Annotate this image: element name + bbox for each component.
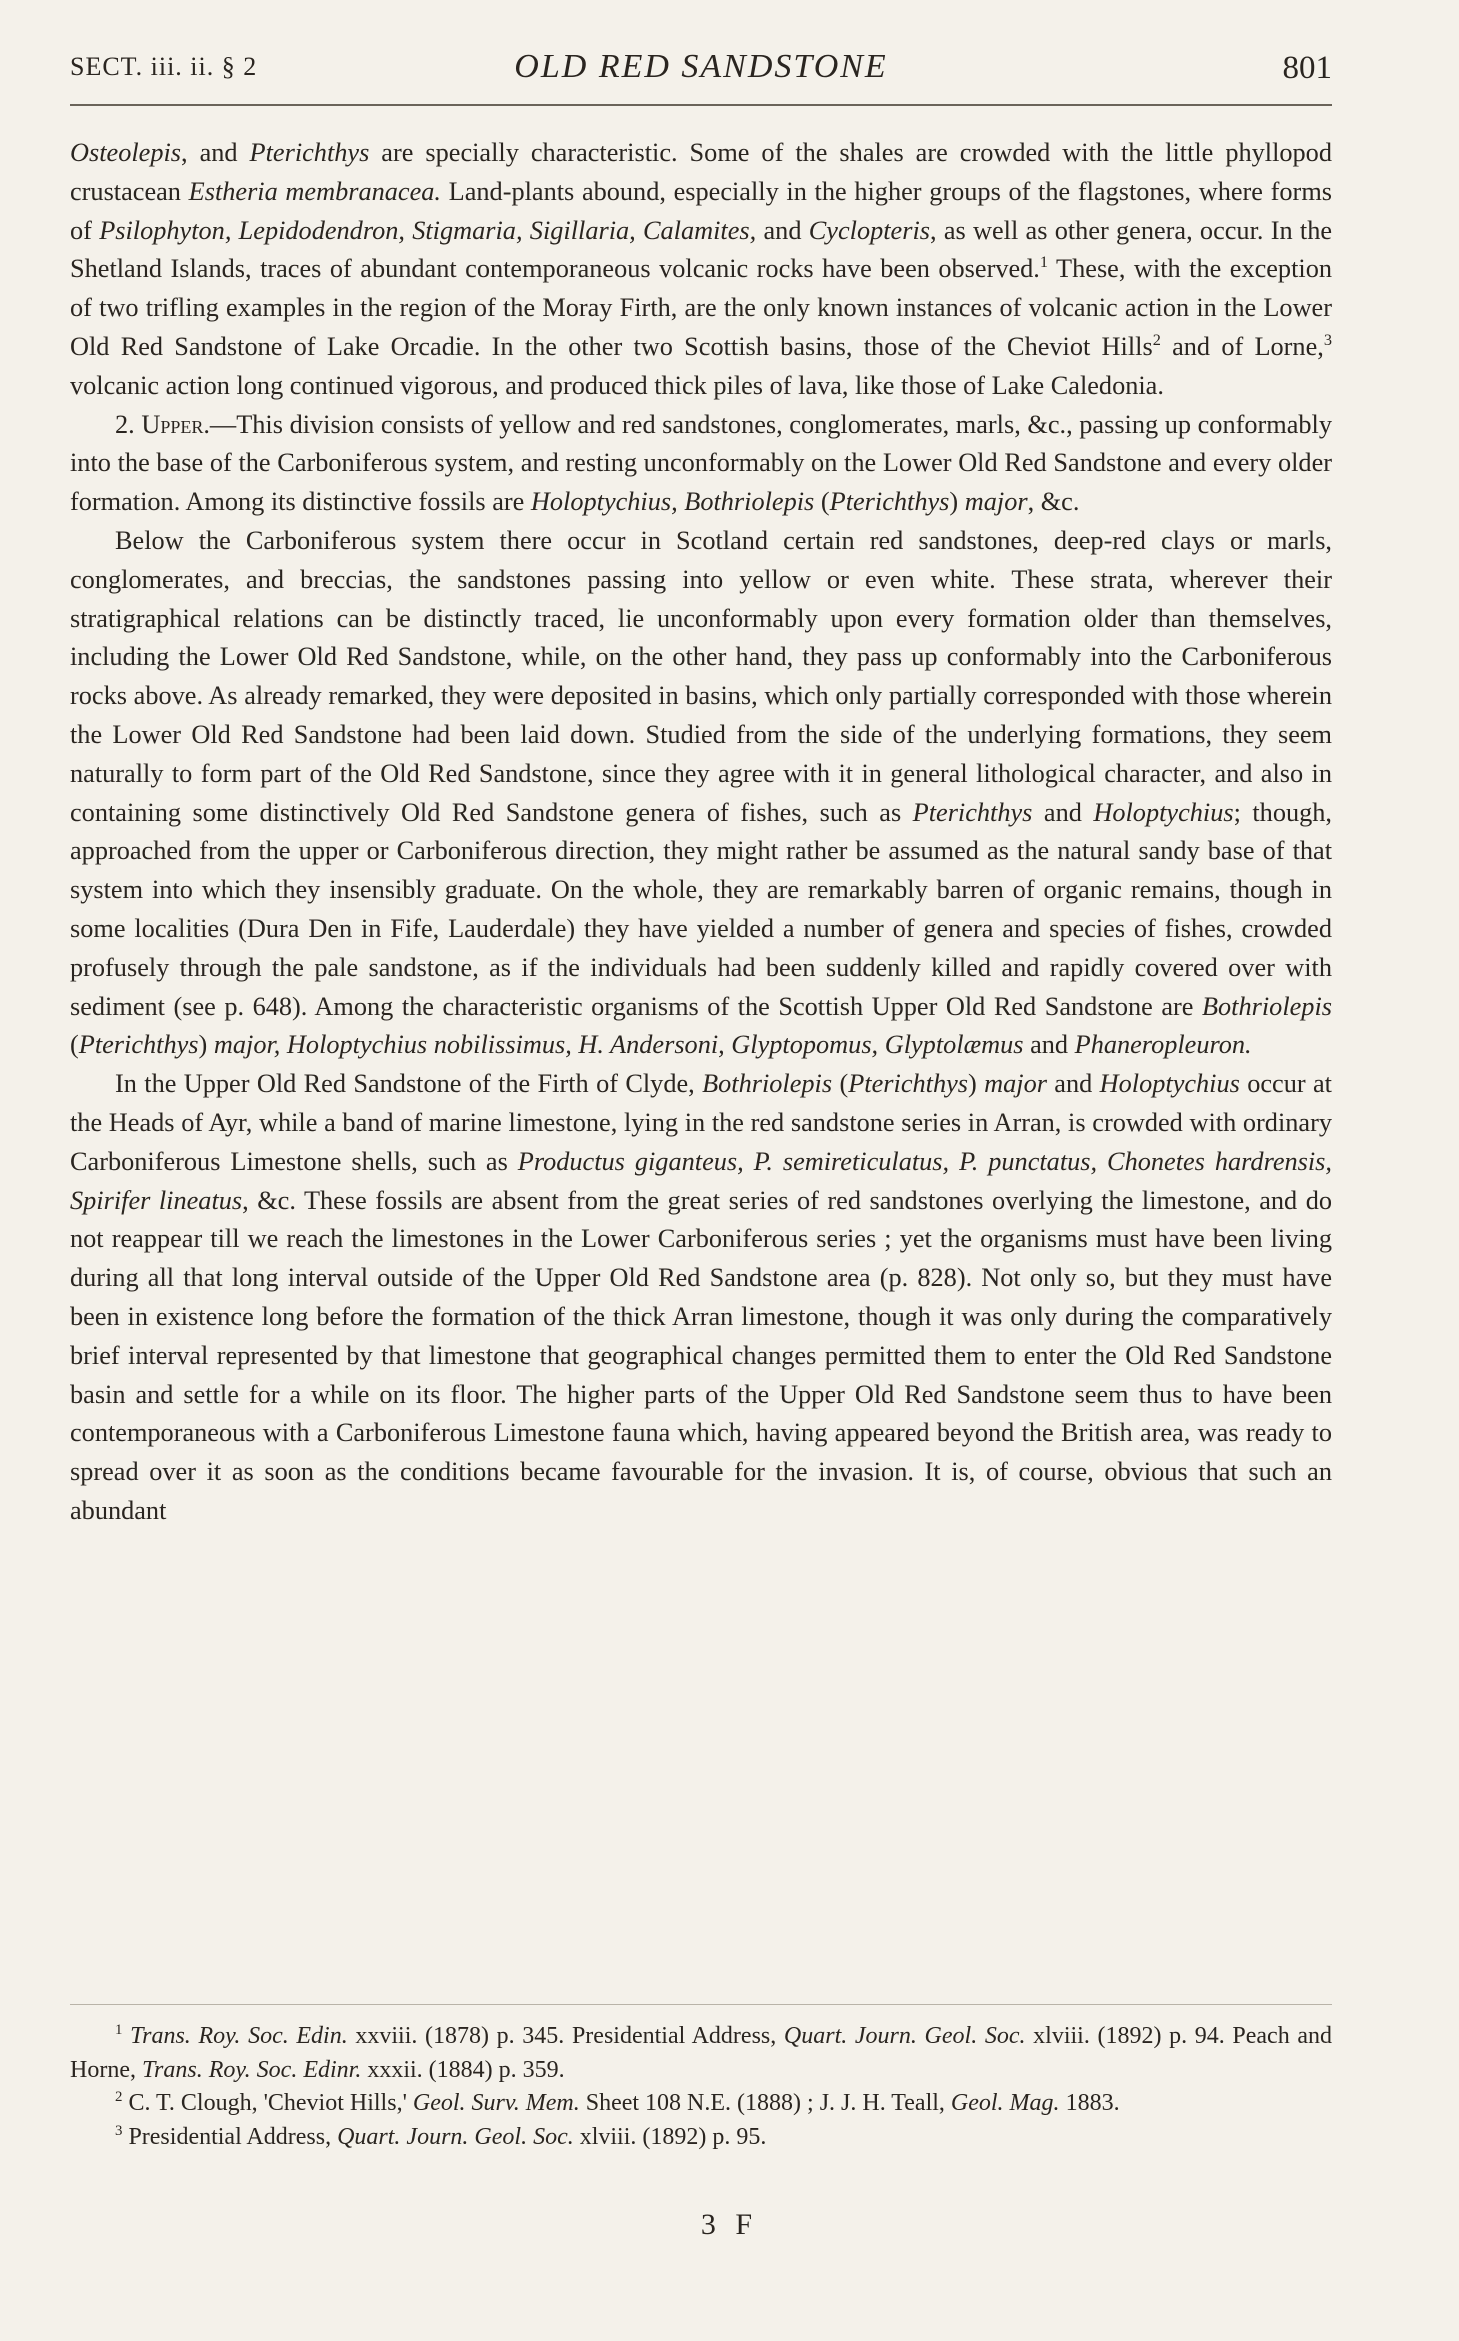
section-reference: SECT. iii. ii. § 2 — [70, 52, 258, 81]
running-header — [70, 44, 1332, 98]
text-run: , &c. — [1027, 487, 1080, 517]
page-number: 801 — [1282, 50, 1332, 86]
text-run: ) — [949, 487, 965, 517]
footnote-marker: 3 — [115, 2122, 123, 2139]
text-run: , &c. These fossils are absent from the great series of red sandstones overlying the limestone, and do not reappear till we reach the limestones in the Lower Carboniferous series ; yet the organisms must have been living during all that long interval outside of the Upper Old Red Sandstone area (p. 828). Not only so, but they must have been in existence long before the formation of the thick Arran limestone, though it was only during the comparatively brief interval represented by that limestone that geographical changes permitted them to enter the Old Red Sandstone basin and settle for a while on its floor. The higher parts of the Upper Old Red Sandstone seem thus to have been contemporaneous with a Carboniferous Limestone fauna which, having appeared beyond the British area, was ready to spread over it as soon as the conditions became favourable for the invasion. It is, of course, obvious that such an abundant — [70, 1185, 1332, 1525]
text-run: ) — [198, 1030, 214, 1060]
text-run: , as well as other genera, occur. In the Shetland Islands, traces of abundant contemporaneous volcanic rocks have been observed. — [70, 215, 1333, 284]
italic-text: Holoptychius — [1099, 1069, 1240, 1099]
italic-text: Phaneropleuron. — [1074, 1030, 1252, 1060]
signature-mark: 3 F — [700, 2208, 759, 2241]
paragraph — [70, 134, 1332, 406]
text-run: xlviii. (1892) p. 95. — [573, 2123, 767, 2150]
text-run: ( — [814, 487, 830, 517]
italic-text: Pterichthys — [848, 1069, 968, 1099]
text-run: and of Lorne, — [1160, 331, 1324, 361]
text-run: Sheet 108 N.E. (1888) ; J. J. H. Teall, — [579, 2090, 951, 2116]
italic-text: Pterichthys — [249, 138, 370, 167]
text-run: ; though, approached from the upper or Carboniferous direction, they might rather be assumed as the natural sandy base of that system into which they insensibly graduate. On the whole, they are remarkably barren of organic remains, though in some localities (Dura Den in Fife, Lauderdale) they have yielded a number of genera and species of fishes, crowded profusely through the pale sandstone, as if the individuals had been suddenly killed and rapidly covered over with sediment (see p. 648). Among the characteristic organisms of the Scottish Upper Old Red Sandstone are — [70, 797, 1332, 1021]
italic-text: Pterichthys — [829, 487, 950, 517]
italic-text: Quart. Journ. Geol. Soc. — [783, 2023, 1026, 2049]
text-run: ) — [968, 1069, 985, 1099]
paragraph — [70, 406, 1332, 522]
italic-text: Geol. Surv. Mem. — [412, 2090, 580, 2116]
text-run: ( — [70, 1030, 79, 1060]
text-run: xxxii. (1884) p. 359. — [361, 2056, 565, 2083]
italic-text: major — [964, 487, 1028, 517]
footnote — [70, 2087, 1332, 2121]
text-run: , and — [181, 138, 250, 167]
footnote — [70, 2020, 1332, 2087]
italic-text: Osteolepis — [70, 138, 182, 167]
footnote-marker: 2 — [1152, 330, 1161, 350]
italic-text: Quart. Journ. Geol. Soc. — [337, 2123, 574, 2150]
italic-text: major, Holoptychius nobilissimus, H. Andersoni, Glyptopomus, Glyptolæmus — [213, 1030, 1024, 1060]
footnote-marker: 2 — [115, 2089, 123, 2105]
italic-text: Psilophyton, Lepidodendron, Stigmaria, Sigillaria, Calamites, — [99, 215, 757, 245]
text-run: In the Upper Old Red Sandstone of the Firth of Clyde, — [115, 1069, 703, 1099]
text-run: volcanic action long continued vigorous, and produced thick piles of lava, like those of Lake Caledonia. — [70, 370, 1164, 400]
text-run: and — [756, 215, 809, 245]
italic-text: Pterichthys — [78, 1030, 199, 1060]
text-run: xxviii. (1878) p. 345. Presidential Address, — [347, 2023, 784, 2049]
text-run: Below the Carboniferous system there occur in Scotland certain red sandstones, deep-red clays or marls, conglomerates, and breccias, the sandstones passing into yellow or even white. These strata, wherever their stratigraphical relations can be distinctly traced, lie unconformably upon every formation older than themselves, including the Lower Old Red Sandstone, while, on the other hand, they pass up conformably into the Carboniferous rocks above. As already remarked, they were deposited in basins, which only partially corresponded with those wherein the Lower Old Red Sandstone had been laid down. Studied from the side of the underlying formations, they seem naturally to form part of the Old Red Sandstone, since they agree with it in general lithological character, and also in containing some distinctively Old Red Sandstone genera of fishes, such as — [70, 525, 1332, 827]
division-heading: Upper. — [141, 409, 210, 439]
italic-text: major — [984, 1069, 1047, 1099]
text-run: and — [1023, 1030, 1075, 1060]
italic-text: Bothriolepis — [1201, 991, 1332, 1021]
body-text — [70, 134, 1332, 1531]
italic-text: Cyclopteris — [808, 215, 930, 245]
text-run: Land-plants abound, especially in the higher groups of the flagstones, where forms of — [70, 176, 1333, 245]
header-rule — [70, 104, 1332, 106]
text-run — [122, 2023, 130, 2049]
italic-text: Geol. Mag. — [950, 2090, 1060, 2116]
text-run: ( — [832, 1069, 849, 1099]
italic-text: Estheria membranacea. — [188, 176, 441, 206]
italic-text: Holoptychius — [1093, 797, 1234, 827]
paragraph — [70, 522, 1332, 1065]
footnote-marker: 3 — [1323, 330, 1332, 350]
footnotes — [70, 2020, 1332, 2154]
text-run: are specially characteristic. Some of the shales are crowded with the little phyllopod crustacean — [70, 138, 1332, 206]
italic-text: Bothriolepis — [702, 1069, 833, 1099]
text-run: 2. — [115, 409, 142, 439]
text-run: xlviii. (1892) p. 94. Peach and Horne, — [70, 2023, 1333, 2083]
footnote-marker: 1 — [1039, 252, 1049, 272]
italic-text: Pterichthys — [912, 797, 1033, 827]
italic-text: Holoptychius, Bothriolepis — [530, 487, 815, 517]
italic-text: Trans. Roy. Soc. Edin. — [130, 2023, 348, 2049]
text-run: C. T. Clough, 'Cheviot Hills,' — [122, 2090, 413, 2116]
italic-text: Productus giganteus, P. semireticulatus, P. punctatus, Chonetes hardrensis, Spirifer lineatus — [70, 1146, 1332, 1215]
text-run: —This division consists of yellow and red sandstones, conglomerates, marls, &c., passing up conformably into the base of the Carboniferous system, and resting unconformably on the Lower Old Red Sandstone and every older formation. Among its distinctive fossils are — [70, 409, 1332, 517]
footnote-divider — [70, 2004, 1332, 2005]
text-run: occur at the Heads of Ayr, while a band of marine limestone, lying in the red sandstone series in Arran, is crowded with ordinary Carboniferous Limestone shells, such as — [70, 1069, 1332, 1176]
paragraph — [70, 1065, 1332, 1531]
text-run: and — [1046, 1069, 1100, 1099]
footnote — [70, 2121, 1332, 2155]
text-run: 1883. — [1059, 2090, 1120, 2116]
text-run: Presidential Address, — [122, 2123, 338, 2150]
text-run: These, with the exception of two trifling examples in the region of the Moray Firth, are the only known instances of volcanic action in the Lower Old Red Sandstone of Lake Orcadie. In the other two Scottish basins, those of the Cheviot Hills — [70, 254, 1332, 361]
text-run: and — [1032, 797, 1094, 827]
footnote-marker: 1 — [115, 2022, 123, 2038]
running-title: OLD RED SANDSTONE — [514, 48, 888, 85]
italic-text: Trans. Roy. Soc. Edinr. — [141, 2056, 362, 2083]
